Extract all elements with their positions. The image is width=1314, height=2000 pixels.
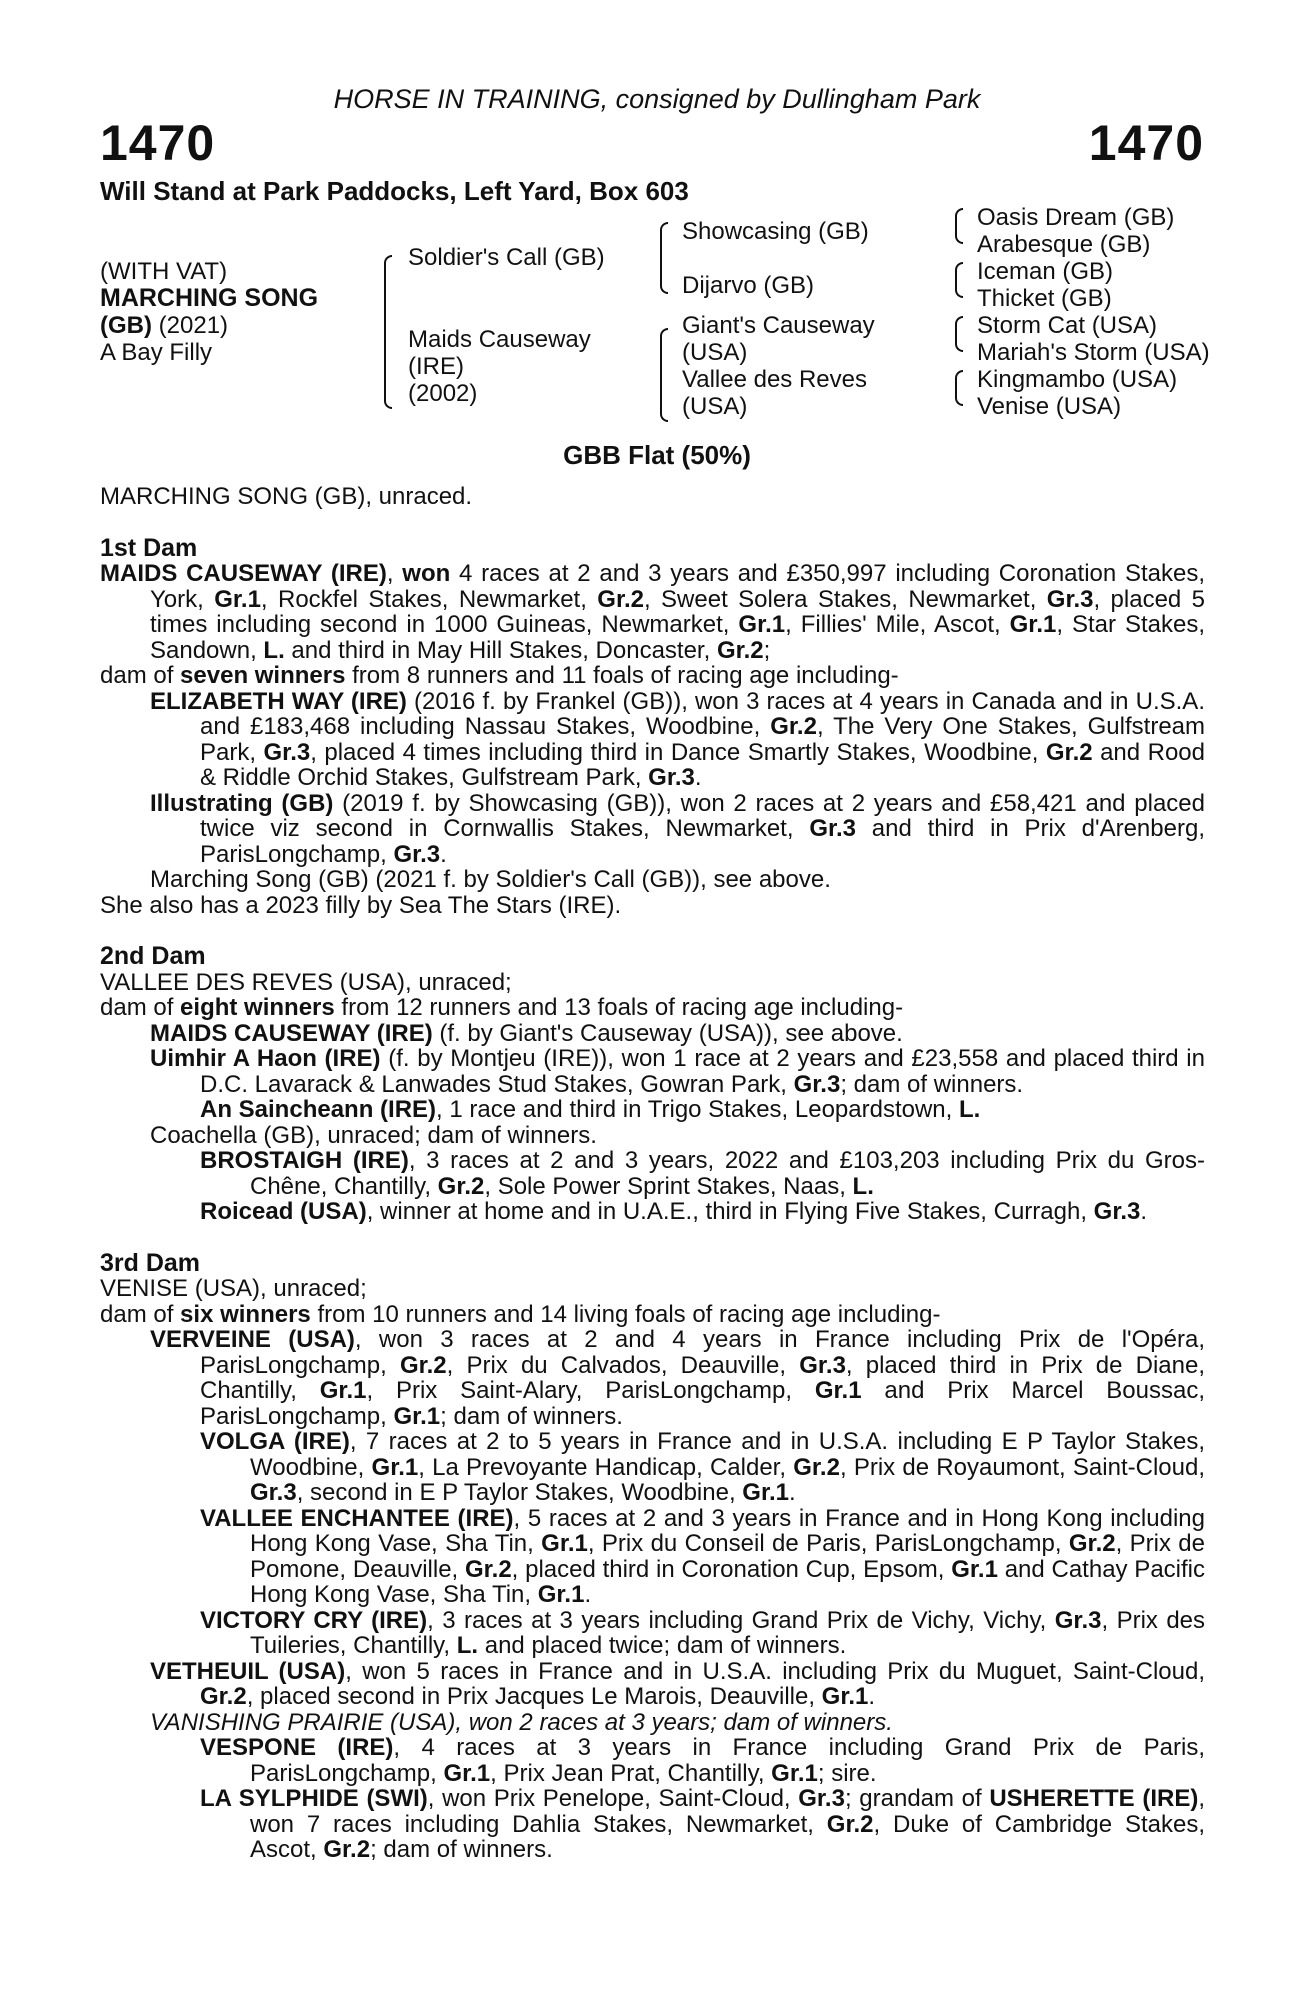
dam1-produce-summary: dam of seven winners from 8 runners and 11 foals of racing age including- <box>100 662 899 689</box>
gbb-flat: GBB Flat (50%) <box>563 440 751 470</box>
grand-8: Venise (USA) <box>977 393 1122 420</box>
lot-number-right: 1470 <box>1088 115 1204 171</box>
grand-7: Kingmambo (USA) <box>977 366 1178 393</box>
grand-6: Mariah's Storm (USA) <box>977 339 1210 366</box>
dam3-produce-summary: dam of six winners from 10 runners and 14 living foals of racing age including- <box>100 1300 941 1328</box>
dam3-produce-3b: LA SYLPHIDE (SWI), won Prix Penelope, Saint-Cloud, Gr.3; grandam of USHERETTE (IRE), won 7 races including Dahlia Stakes, Newmarket, Gr.2, Duke of Cambridge Stakes, Ascot, Gr.2; dam of winners. <box>200 1785 1206 1863</box>
consignment-line: HORSE IN TRAINING, consigned by Dullingham Park <box>333 84 981 114</box>
sire-line-brace <box>660 222 668 294</box>
dam3-produce-3: VANISHING PRAIRIE (USA), won 2 races at 3 years; dam of winners. <box>150 1708 893 1736</box>
brace-g1 <box>955 208 963 244</box>
sire: Soldier's Call (GB) <box>408 244 605 271</box>
dam1-produce-1: ELIZABETH WAY (IRE) (2016 f. by Frankel (GB)), won 3 races at 4 years in Canada and in U.S.A. and £183,468 including Nassau Stakes, Woodbine, Gr.2, The Very One Stakes, Gulfstream Park, Gr.3, placed 4 times including third in Dance Smartly Stakes, Woodbine, Gr.2 and Rood & Riddle Orchid Stakes, Gulfstream Park, Gr.3. <box>150 687 1206 791</box>
intro-line: MARCHING SONG (GB), unraced. <box>100 483 473 510</box>
dam3-produce-1a: VOLGA (IRE), 7 races at 2 to 5 years in France and in U.S.A. including E P Taylor Stakes, Woodbine, Gr.1, La Prevoyante Handicap, Calder, Gr.2, Prix de Royaumont, Saint-Cloud, Gr.3, second in E P Taylor Stakes, Woodbine, Gr.1. <box>200 1428 1205 1506</box>
dam1-record: MAIDS CAUSEWAY (IRE), won 4 races at 2 and 3 years and £350,997 including Coronation Stakes, York, Gr.1, Rockfel Stakes, Newmarket, Gr.2, Sweet Solera Stakes, Newmarket, Gr.3, placed 5 times including second in 1000 Guineas, Newmarket, Gr.1, Fillies' Mile, Ascot, Gr.1, Star Stakes, Sandown, L. and third in May Hill Stakes, Doncaster, Gr.2; <box>100 560 1206 664</box>
stand-location: Will Stand at Park Paddocks, Left Yard, Box 603 <box>100 176 689 206</box>
first-dam-heading: 1st Dam <box>100 533 198 562</box>
sire-dam-brace <box>384 255 392 409</box>
grand-1: Oasis Dream (GB) <box>977 204 1175 231</box>
dam2-produce-3b: Roicead (USA), winner at home and in U.A.E., third in Flying Five Stakes, Curragh, Gr.3. <box>200 1198 1148 1225</box>
vat-note: (WITH VAT) <box>100 258 228 285</box>
brace-g2 <box>955 262 963 298</box>
dam3-produce-1: VERVEINE (USA), won 3 races at 2 and 4 years in France including Prix de l'Opéra, ParisLongchamp, Gr.2, Prix du Calvados, Deauville, Gr.3, placed third in Prix de Diane, Chantilly, Gr.1, Prix Saint-Alary, ParisLongchamp, Gr.1 and Prix Marcel Boussac, ParisLongchamp, Gr.1; dam of winners. <box>150 1326 1205 1430</box>
dam2-produce-summary: dam of eight winners from 12 runners and 13 foals of racing age including- <box>100 994 904 1021</box>
sire-dam: Dijarvo (GB) <box>682 272 815 299</box>
dam-sire-line1: Giant's Causeway <box>682 312 875 339</box>
grand-4: Thicket (GB) <box>977 285 1112 312</box>
dam1-2023-note: She also has a 2023 filly by Sea The Stars (IRE). <box>100 891 622 919</box>
third-dam-heading: 3rd Dam <box>100 1248 201 1277</box>
dam2-produce-3a: BROSTAIGH (IRE), 3 races at 2 and 3 years, 2022 and £103,203 including Prix du Gros-Chêne, Chantilly, Gr.2, Sole Power Sprint Stakes, Naas, L. <box>200 1147 1205 1200</box>
horse-description: A Bay Filly <box>100 339 213 366</box>
grand-2: Arabesque (GB) <box>977 231 1151 258</box>
dam1-produce-3: Marching Song (GB) (2021 f. by Soldier's Call (GB)), see above. <box>150 866 831 893</box>
dam-line3: (2002) <box>408 380 478 407</box>
catalogue-body <box>100 484 1205 1863</box>
horse-name: MARCHING SONG <box>100 284 319 312</box>
dam3-produce-2: VETHEUIL (USA), won 5 races in France and in U.S.A. including Prix du Muguet, Saint-Cloud, Gr.2, placed second in Prix Jacques Le Marois, Deauville, Gr.1. <box>150 1657 1205 1710</box>
brace-g3 <box>955 316 963 352</box>
dam2-produce-1: MAIDS CAUSEWAY (IRE) (f. by Giant's Causeway (USA)), see above. <box>150 1019 903 1047</box>
grand-3: Iceman (GB) <box>977 258 1114 285</box>
dam2-produce-3: Coachella (GB), unraced; dam of winners. <box>150 1121 597 1149</box>
dam-dam-line2: (USA) <box>682 393 748 420</box>
dam-line2: (IRE) <box>408 353 464 380</box>
dam2-produce-2a: An Saincheann (IRE), 1 race and third in Trigo Stakes, Leopardstown, L. <box>200 1096 981 1123</box>
dam-dam-line1: Vallee des Reves <box>682 366 867 393</box>
lot-number-left: 1470 <box>100 115 216 171</box>
dam2-produce-2: Uimhir A Haon (IRE) (f. by Montjeu (IRE)), won 1 race at 2 years and £23,558 and placed third in D.C. Lavarack & Lanwades Stud Stakes, Gowran Park, Gr.3; dam of winners. <box>150 1045 1205 1098</box>
grand-5: Storm Cat (USA) <box>977 312 1158 339</box>
horse-origin: (GB) (2021) <box>100 312 229 339</box>
dam-line-brace <box>660 328 668 422</box>
dam3-produce-1b: VALLEE ENCHANTEE (IRE), 5 races at 2 and 3 years in France and in Hong Kong including Hong Kong Vase, Sha Tin, Gr.1, Prix du Conseil de Paris, ParisLongchamp, Gr.2, Prix de Pomone, Deauville, Gr.2, placed third in Coronation Cup, Epsom, Gr.1 and Cathay Pacific Hong Kong Vase, Sha Tin, Gr.1. <box>200 1504 1205 1608</box>
dam3-produce-1c: VICTORY CRY (IRE), 3 races at 3 years including Grand Prix de Vichy, Vichy, Gr.3, Prix des Tuileries, Chantilly, L. and placed twice; dam of winners. <box>200 1606 1206 1659</box>
dam-sire-line2: (USA) <box>682 339 748 366</box>
dam3-produce-3a: VESPONE (IRE), 4 races at 3 years in France including Grand Prix de Paris, ParisLongchamp, Gr.1, Prix Jean Prat, Chantilly, Gr.1; sire. <box>200 1734 1205 1787</box>
brace-g4 <box>955 370 963 406</box>
sire-sire: Showcasing (GB) <box>682 218 869 245</box>
dam1-produce-2: Illustrating (GB) (2019 f. by Showcasing (GB)), won 2 races at 2 years and £58,421 and placed twice viz second in Cornwallis Stakes, Newmarket, Gr.3 and third in Prix d'Arenberg, ParisLongchamp, Gr.3. <box>150 789 1205 868</box>
dam2-record: VALLEE DES REVES (USA), unraced; <box>100 968 512 996</box>
dam-line1: Maids Causeway <box>408 326 591 353</box>
second-dam-heading: 2nd Dam <box>100 942 206 970</box>
dam3-record: VENISE (USA), unraced; <box>100 1275 367 1302</box>
